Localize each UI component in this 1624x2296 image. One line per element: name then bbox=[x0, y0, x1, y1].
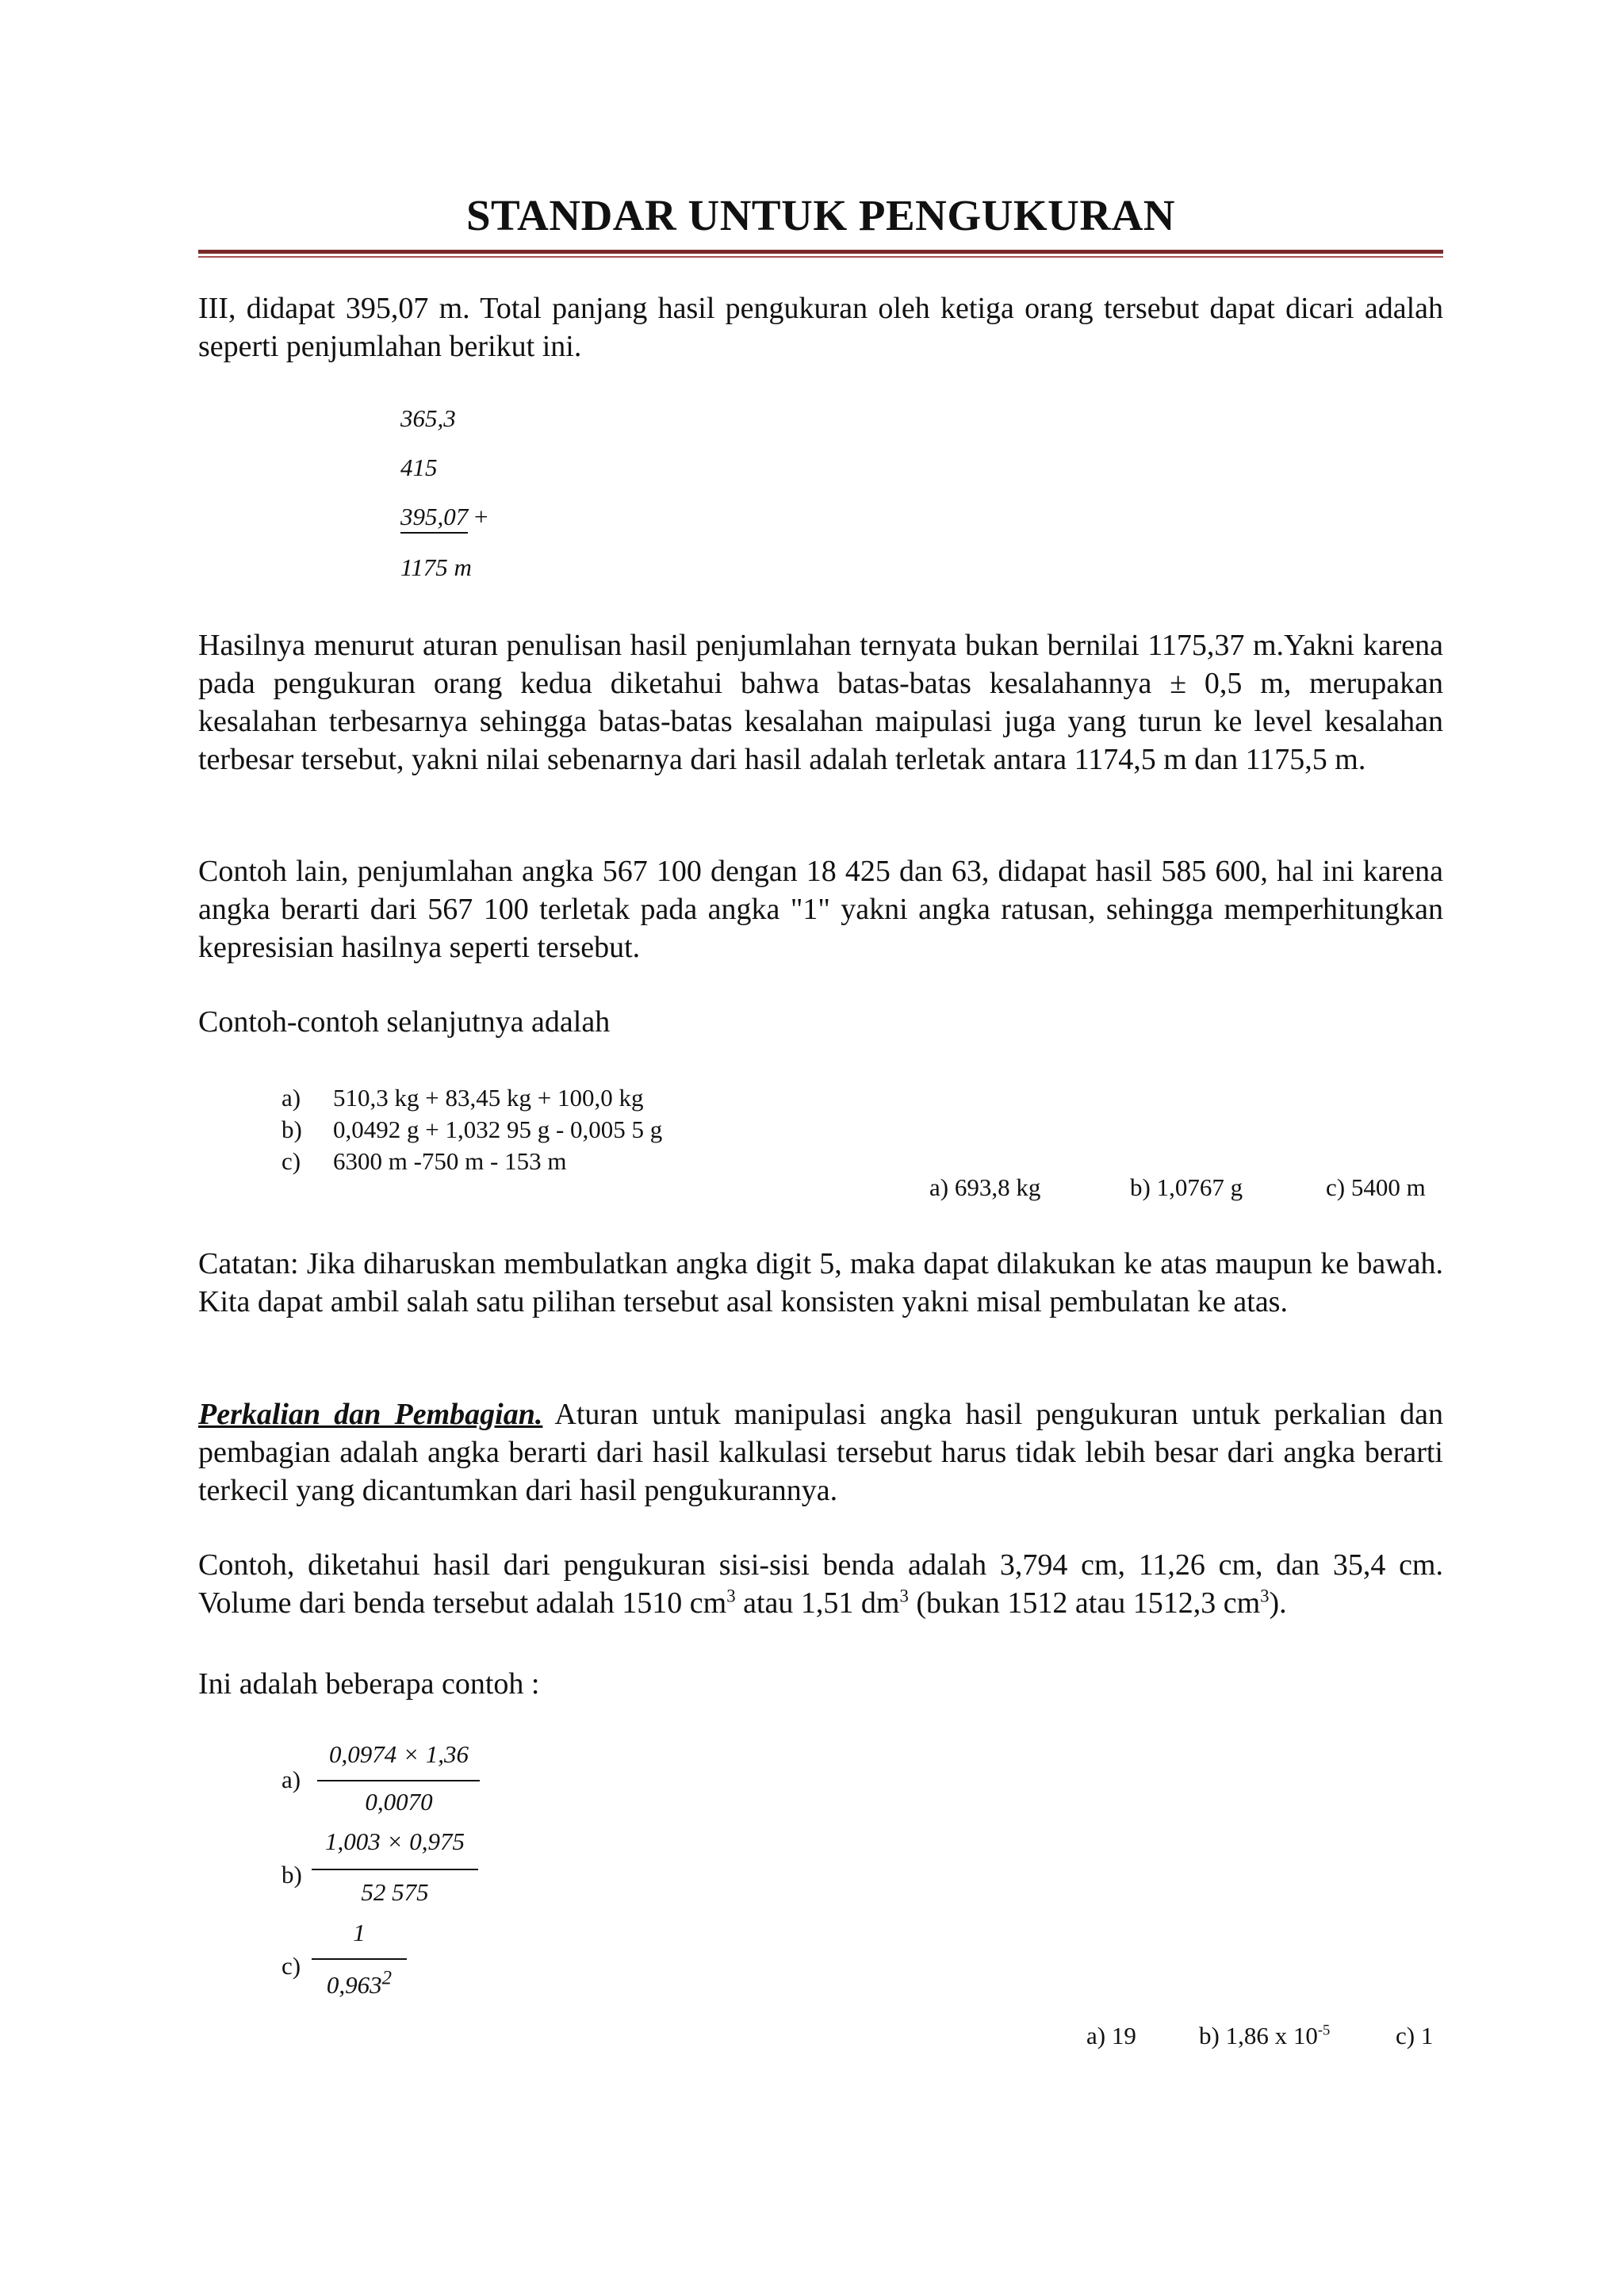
multiplication-text: Aturan untuk manipulasi angka hasil pengukuran untuk perkalian dan pembagian adalah angka berarti dari hasil kalkulasi tersebut harus tidak lebih besar dari angka berarti terkecil yang dicantumkan dari hasil pengukurannya. bbox=[198, 1398, 1443, 1507]
page-title: STANDAR UNTUK PENGUKURAN bbox=[465, 191, 1176, 239]
fraction-label: c) bbox=[282, 1952, 301, 1980]
superscript: 3 bbox=[1260, 1586, 1270, 1606]
superscript: 3 bbox=[726, 1586, 736, 1606]
list-item-text: 6300 m -750 m - 153 m bbox=[333, 1147, 567, 1175]
header-rule-thin bbox=[198, 256, 1443, 258]
sum-number-3: 395,07 bbox=[400, 503, 468, 534]
fraction-numerator: 0,0974 × 1,36 bbox=[329, 1740, 469, 1768]
fraction-label: b) bbox=[282, 1861, 302, 1888]
volume-text: ). bbox=[1269, 1586, 1287, 1620]
sum-number-1: 365,3 bbox=[400, 404, 456, 432]
list-item bbox=[282, 1082, 662, 1114]
fraction-numerator: 1,003 × 0,975 bbox=[325, 1827, 465, 1855]
list-item-label: c) bbox=[282, 1147, 301, 1175]
superscript: -5 bbox=[1317, 2022, 1331, 2039]
superscript: 2 bbox=[381, 1967, 393, 1989]
volume-paragraph bbox=[198, 1546, 1443, 1622]
other-example-paragraph: Contoh lain, penjumlahan angka 567 100 dengan 18 425 dan 63, didapat hasil 585 600, hal ini karena angka berarti dari 567 100 terletak pada angka "1" yakni angka ratusan, sehingga memperhitungkan kepresisian hasilnya seperti tersebut. bbox=[198, 855, 1443, 964]
volume-text: Contoh, diketahui hasil dari pengukuran sisi-sisi benda adalah 3,794 cm, 11,26 cm, dan 35,4 cm. Volume dari benda tersebut adalah 1510 cm bbox=[198, 1548, 1443, 1620]
fraction-bar bbox=[317, 1780, 480, 1781]
volume-text: (bukan 1512 atau 1512,3 cm bbox=[908, 1586, 1261, 1620]
answer-c: c) 5400 m bbox=[1326, 1173, 1426, 1201]
fraction-label: a) bbox=[282, 1766, 301, 1793]
note-paragraph: Catatan: Jika diharuskan membulatkan angka digit 5, maka dapat dilakukan ke atas maupun ke bawah. Kita dapat ambil salah satu pilihan tersebut asal konsisten yakni misal pembulatan ke atas. bbox=[198, 1247, 1443, 1318]
final-answer-b bbox=[1199, 2022, 1330, 2050]
final-answer-a: a) 19 bbox=[1086, 2022, 1136, 2049]
fraction-denominator: 52 575 bbox=[361, 1878, 429, 1906]
fraction-bar bbox=[312, 1869, 478, 1870]
fraction-denominator: 0,0070 bbox=[365, 1788, 433, 1816]
superscript: 3 bbox=[899, 1586, 909, 1606]
volume-text: atau 1,51 dm bbox=[735, 1586, 900, 1620]
fraction-denominator bbox=[312, 1967, 407, 1999]
sum-number-2: 415 bbox=[400, 453, 438, 481]
fraction-b bbox=[282, 1827, 488, 1915]
plus-sign: + bbox=[474, 503, 488, 530]
list-item-text: 510,3 kg + 83,45 kg + 100,0 kg bbox=[333, 1084, 644, 1112]
result-paragraph: Hasilnya menurut aturan penulisan hasil penjumlahan ternyata bukan bernilai 1175,37 m.Yakni karena pada pengukuran orang kedua diketahui bahwa batas-batas kesalahannya ± 0,5 m, merupakan kesalahan terbesarnya sehingga batas-batas kesalahan maipulasi juga yang turun ke level kesalahan terbesar tersebut, yakni nilai sebenarnya dari hasil adalah terletak antara 1174,5 m dan 1175,5 m. bbox=[198, 629, 1443, 776]
examples-intro-paragraph: Ini adalah beberapa contoh : bbox=[198, 1667, 540, 1701]
multiplication-paragraph bbox=[198, 1395, 1443, 1510]
list-item-text: 0,0492 g + 1,032 95 g - 0,005 5 g bbox=[333, 1115, 663, 1143]
next-examples-paragraph: Contoh-contoh selanjutnya adalah bbox=[198, 1005, 611, 1039]
answer-b: b) 1,0767 g bbox=[1130, 1173, 1243, 1201]
list-item-label: b) bbox=[282, 1115, 302, 1143]
fraction-a bbox=[282, 1740, 488, 1827]
list-item-label: a) bbox=[282, 1084, 301, 1112]
list-item bbox=[282, 1114, 662, 1146]
intro-paragraph: III, didapat 395,07 m. Total panjang hasil pengukuran oleh ketiga orang tersebut dapat dicari adalah seperti penjumlahan berikut ini. bbox=[198, 292, 1443, 363]
fraction-denominator-base: 0,963 bbox=[326, 1971, 382, 1999]
fraction-numerator: 1 bbox=[353, 1919, 366, 1946]
examples-list bbox=[282, 1082, 662, 1177]
sum-number-3-row bbox=[400, 503, 488, 531]
header-rule bbox=[198, 250, 1443, 254]
list-item bbox=[282, 1146, 662, 1177]
final-answer-c: c) 1 bbox=[1396, 2022, 1434, 2049]
section-heading: Perkalian dan Pembagian. bbox=[198, 1398, 543, 1431]
fraction-bar bbox=[312, 1958, 407, 1960]
fraction-c bbox=[282, 1919, 440, 2014]
sum-result: 1175 m bbox=[400, 553, 472, 581]
final-answer-b-text: b) 1,86 x 10 bbox=[1199, 2022, 1318, 2049]
answer-a: a) 693,8 kg bbox=[929, 1173, 1041, 1201]
